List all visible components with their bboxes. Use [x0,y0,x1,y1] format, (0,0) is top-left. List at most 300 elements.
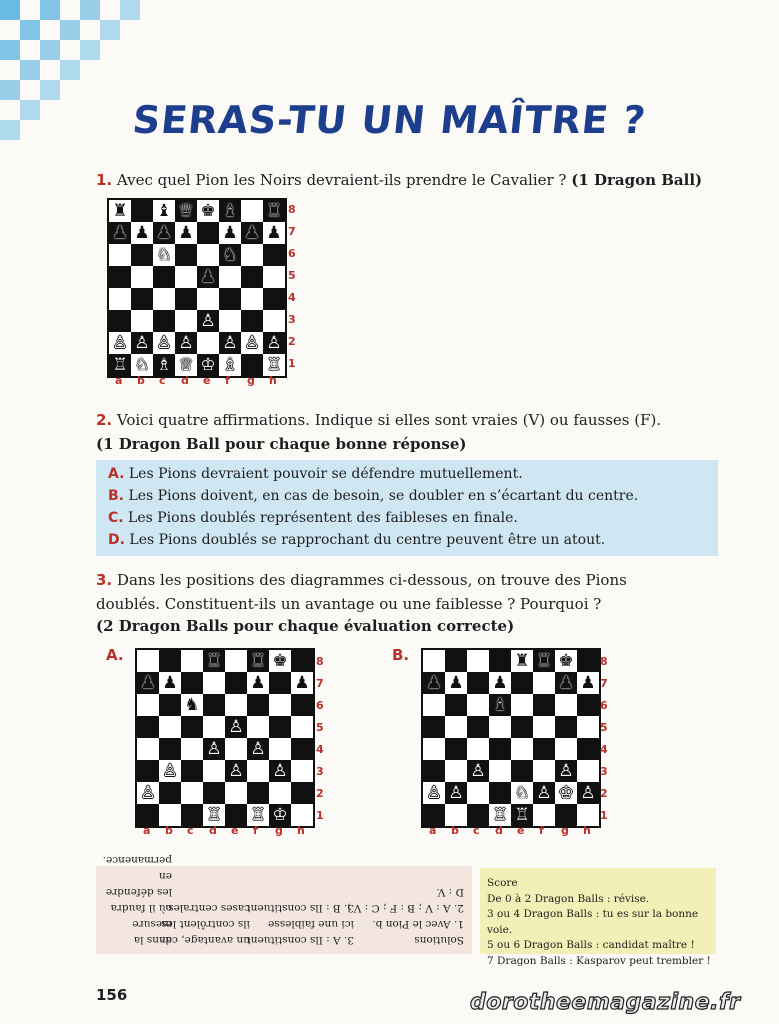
black-pawn-icon: ♟ [140,673,156,693]
board-square [181,738,203,760]
solution-line: Solutions [414,934,464,946]
board-square [269,782,291,804]
board-square [153,288,175,310]
white-pawn-icon: ♙ [200,311,216,331]
white-pawn-icon: ♙ [178,333,194,353]
board-square [197,288,219,310]
black-pawn-icon: ♟ [580,673,596,693]
black-bishop-icon: ♝ [222,201,238,221]
file-label: e [203,374,211,387]
board-square [159,650,181,672]
file-label: g [275,824,283,837]
board-square [175,288,197,310]
rank-label: 5 [316,721,324,734]
board-square [153,310,175,332]
file-label: g [561,824,569,837]
solution-line: cases centrales. [164,902,250,914]
affirmation-a [108,466,523,482]
white-king-icon: ♔ [200,355,216,375]
corner-square [60,60,80,80]
board-square [203,760,225,782]
corner-square [80,40,100,60]
solutions-column-2 [246,900,354,948]
board-square [511,738,533,760]
board-square [219,310,241,332]
board-square [489,738,511,760]
board-square [467,782,489,804]
board-square [555,694,577,716]
file-label: h [269,374,277,387]
white-pawn-icon: ♙ [448,783,464,803]
board-square [241,354,263,376]
board-square [109,244,131,266]
board-square [219,288,241,310]
white-knight-icon: ♘ [156,245,172,265]
board-square [423,694,445,716]
white-pawn-icon: ♙ [426,783,442,803]
black-pawn-icon: ♟ [200,267,216,287]
board-square [511,716,533,738]
white-pawn-icon: ♙ [250,739,266,759]
board-square [241,266,263,288]
solutions-column-4 [96,852,172,948]
rank-label: 1 [288,357,296,370]
board-square [269,738,291,760]
board-square [445,694,467,716]
corner-square [60,20,80,40]
corner-square [120,0,140,20]
black-pawn-icon: ♟ [112,223,128,243]
score-box [480,868,716,967]
white-pawn-icon: ♙ [162,761,178,781]
board-square [269,694,291,716]
white-pawn-icon: ♙ [266,333,282,353]
board-square [241,310,263,332]
black-pawn-icon: ♟ [134,223,150,243]
white-knight-icon: ♘ [514,783,530,803]
board-square [489,760,511,782]
rank-label: 7 [600,677,608,690]
corner-square [0,0,20,20]
white-knight-icon: ♘ [134,355,150,375]
board-square [241,200,263,222]
solution-line: ils contrôlent les [161,918,250,930]
corner-square [0,40,20,60]
affirmations-box [96,460,718,556]
file-label: e [231,824,239,837]
board-square [291,694,313,716]
board-square [423,760,445,782]
rank-label: 4 [288,291,296,304]
file-label: b [451,824,459,837]
score-line: 3 ou 4 Dragon Balls : tu es sur la bonne voie. [487,908,699,936]
affirmation-c [108,510,518,526]
board-square [555,738,577,760]
board-square [241,244,263,266]
rank-label: 8 [288,203,296,216]
board-square [181,716,203,738]
white-pawn-icon: ♙ [558,761,574,781]
black-pawn-icon: ♟ [250,673,266,693]
black-bishop-icon: ♝ [492,695,508,715]
chess-board-b [421,648,601,828]
solution-line: les défendre [105,886,172,898]
board-square [109,288,131,310]
solution-line: en permanence. [102,854,172,882]
black-rook-icon: ♜ [266,201,282,221]
rank-label: 7 [316,677,324,690]
score-line: 5 ou 6 Dragon Balls : candidat maître ! [487,939,695,951]
rank-label: 4 [316,743,324,756]
board-q1-file-labels [109,374,285,388]
score-line: De 0 à 2 Dragon Balls : révise. [487,892,650,905]
board-square [225,738,247,760]
white-pawn-icon: ♙ [140,783,156,803]
board-square [291,804,313,826]
board-square [263,288,285,310]
board-square [181,672,203,694]
solution-line: 1. Avec le Pion b. [372,918,464,930]
board-square [577,694,599,716]
board-square [291,650,313,672]
board-square [533,672,555,694]
board-square [511,694,533,716]
board-square [241,288,263,310]
file-label: e [517,824,525,837]
question-1-text: Avec quel Pion les Noirs devraient-ils prendre le Cavalier ? [116,171,567,189]
board-square [175,266,197,288]
board-square [489,650,511,672]
black-knight-icon: ♞ [222,245,238,265]
board-square [423,804,445,826]
black-pawn-icon: ♟ [222,223,238,243]
affirmation-text: Les Pions doublés représentent des faibleses en finale. [128,510,518,526]
affirmation-letter: B. [108,488,124,504]
black-rook-icon: ♜ [536,651,552,671]
white-pawn-icon: ♙ [112,333,128,353]
file-label: f [253,824,258,837]
corner-square [80,0,100,20]
white-pawn-icon: ♙ [156,333,172,353]
solution-line: dans la mesure [132,918,172,946]
chess-board-a [135,648,315,828]
affirmation-text: Les Pions doivent, en cas de besoin, se doubler en s’écartant du centre. [128,488,639,504]
white-pawn-icon: ♙ [244,333,260,353]
board-square [467,694,489,716]
board-square [109,310,131,332]
affirmation-text: Les Pions doublés se rapprochant du centre peuvent être un atout. [129,532,606,548]
board-square [219,266,241,288]
white-pawn-icon: ♙ [228,761,244,781]
board-square [577,738,599,760]
white-king-icon: ♔ [558,783,574,803]
question-1-number: 1. [96,171,113,189]
board-square [131,310,153,332]
file-label: c [187,824,194,837]
black-rook-icon: ♜ [250,651,266,671]
board-square [247,760,269,782]
solutions-column-3 [161,900,250,948]
rank-label: 6 [288,247,296,260]
board-square [153,266,175,288]
score-heading: Score [487,877,518,889]
black-pawn-icon: ♟ [492,673,508,693]
question-2 [96,408,661,432]
board-square [181,804,203,826]
board-square [203,782,225,804]
board-square [225,694,247,716]
affirmation-letter: D. [108,532,125,548]
board-square [467,650,489,672]
board-square [247,716,269,738]
rank-label: 1 [316,809,324,822]
white-king-icon: ♔ [272,805,288,825]
white-pawn-icon: ♙ [470,761,486,781]
rank-label: 3 [600,765,608,778]
diagram-b-label: B. [392,646,410,664]
board-square [263,266,285,288]
file-label: a [143,824,151,837]
board-square [445,760,467,782]
affirmation-b [108,488,638,504]
corner-square [40,80,60,100]
file-label: a [115,374,123,387]
board-square [577,716,599,738]
file-label: g [247,374,255,387]
board-square [533,716,555,738]
rank-label: 5 [288,269,296,282]
rank-label: 8 [600,655,608,668]
white-pawn-icon: ♙ [222,333,238,353]
white-pawn-icon: ♙ [272,761,288,781]
white-pawn-icon: ♙ [206,739,222,759]
board-square [137,804,159,826]
affirmation-text: Les Pions devraient pouvoir se défendre mutuellement. [128,466,523,482]
solutions-box-upside-down [96,854,472,954]
board-square [109,266,131,288]
rank-label: 2 [600,787,608,800]
black-rook-icon: ♜ [112,201,128,221]
file-label: d [181,374,189,387]
file-label: d [209,824,217,837]
black-pawn-icon: ♟ [244,223,260,243]
white-rook-icon: ♖ [266,355,282,375]
board-square [269,716,291,738]
corner-square [20,60,40,80]
board-square [225,782,247,804]
board-square [159,716,181,738]
corner-square [20,20,40,40]
board-square [197,244,219,266]
black-rook-icon: ♜ [206,651,222,671]
board-a-file-labels [137,824,313,838]
rank-label: 2 [288,335,296,348]
board-square [533,804,555,826]
black-king-icon: ♚ [200,201,216,221]
file-label: c [473,824,480,837]
board-square [247,782,269,804]
white-pawn-icon: ♙ [536,783,552,803]
board-square [225,650,247,672]
board-square [225,804,247,826]
board-a-rank-labels [316,652,328,828]
black-pawn-icon: ♟ [178,223,194,243]
file-label: b [165,824,173,837]
solution-line: un avantage, car [160,934,250,946]
board-square [533,760,555,782]
board-square [423,738,445,760]
score-line: 7 Dragon Balls : Kasparov peut trembler ! [487,954,711,967]
question-3 [96,568,627,592]
board-square [445,716,467,738]
board-square [181,650,203,672]
black-pawn-icon: ♟ [156,223,172,243]
board-square [159,694,181,716]
question-3-text-line1: Dans les positions des diagrammes ci-dessous, on trouve des Pions [116,571,627,589]
board-square [181,782,203,804]
board-square [137,650,159,672]
board-square [269,672,291,694]
board-square [467,804,489,826]
file-label: a [429,824,437,837]
board-square [263,310,285,332]
board-b-rank-labels [600,652,612,828]
black-pawn-icon: ♟ [294,673,310,693]
page-title: SERAS-TU UN MAÎTRE ? [130,98,649,142]
white-rook-icon: ♖ [206,805,222,825]
rank-label: 3 [316,765,324,778]
board-square [445,650,467,672]
board-square [137,738,159,760]
board-square [197,222,219,244]
black-rook-icon: ♜ [514,651,530,671]
question-2-number: 2. [96,411,113,429]
board-square [203,694,225,716]
white-pawn-icon: ♙ [134,333,150,353]
board-square [247,694,269,716]
board-square [131,200,153,222]
chess-board-q1 [107,198,287,378]
board-b-file-labels [423,824,599,838]
board-square [533,738,555,760]
board-square [175,244,197,266]
board-square [203,716,225,738]
solutions-column-1 [347,884,464,948]
affirmation-letter: C. [108,510,124,526]
black-king-icon: ♚ [558,651,574,671]
white-rook-icon: ♖ [250,805,266,825]
file-label: f [539,824,544,837]
board-square [159,782,181,804]
board-square [137,716,159,738]
rank-label: 6 [316,699,324,712]
white-queen-icon: ♕ [178,355,194,375]
question-3-reward: (2 Dragon Balls pour chaque évaluation correcte) [96,617,515,635]
board-square [291,716,313,738]
question-3-number: 3. [96,571,113,589]
board-square [577,760,599,782]
board-square [225,672,247,694]
question-1 [96,168,702,192]
board-square [159,804,181,826]
white-pawn-icon: ♙ [228,717,244,737]
white-rook-icon: ♖ [514,805,530,825]
board-square [175,310,197,332]
rank-label: 6 [600,699,608,712]
board-square [159,738,181,760]
question-3-text-line2: doublés. Constituent-ils un avantage ou une faiblesse ? Pourquoi ? [96,595,602,613]
black-pawn-icon: ♟ [426,673,442,693]
board-square [555,804,577,826]
white-bishop-icon: ♗ [222,355,238,375]
corner-square [40,0,60,20]
file-label: h [297,824,305,837]
board-square [533,694,555,716]
board-square [489,782,511,804]
rank-label: 2 [316,787,324,800]
file-label: f [225,374,230,387]
board-square [577,650,599,672]
solution-line: 3. B : Ils constituent [246,902,354,914]
black-king-icon: ♚ [272,651,288,671]
file-label: c [159,374,166,387]
board-square [467,738,489,760]
board-square [467,672,489,694]
file-label: d [495,824,503,837]
corner-square [100,20,120,40]
rank-label: 5 [600,721,608,734]
page-number: 156 [96,986,128,1004]
solution-line: D : V. [436,886,464,898]
black-pawn-icon: ♟ [558,673,574,693]
board-square [577,804,599,826]
board-square [511,672,533,694]
corner-square [40,40,60,60]
black-queen-icon: ♛ [178,201,194,221]
black-pawn-icon: ♟ [448,673,464,693]
solution-line: ici une faiblesse [268,918,354,930]
watermark-logo: dorotheemagazine.fr [470,990,741,1015]
board-q1-rank-labels [288,200,300,376]
board-square [197,332,219,354]
file-label: h [583,824,591,837]
affirmation-letter: A. [108,466,125,482]
rank-label: 8 [316,655,324,668]
board-square [131,244,153,266]
file-label: b [137,374,145,387]
white-rook-icon: ♖ [112,355,128,375]
black-pawn-icon: ♟ [266,223,282,243]
board-square [263,244,285,266]
solution-line: 2. A : V ; B : F ; C : V ; [346,902,464,914]
affirmation-d [108,532,605,548]
rank-label: 1 [600,809,608,822]
question-1-reward: (1 Dragon Ball) [571,171,703,189]
board-square [489,716,511,738]
white-pawn-icon: ♙ [580,783,596,803]
board-square [131,266,153,288]
board-square [423,716,445,738]
board-square [555,716,577,738]
white-bishop-icon: ♗ [156,355,172,375]
board-square [181,760,203,782]
black-knight-icon: ♞ [184,695,200,715]
black-pawn-icon: ♟ [162,673,178,693]
board-square [291,782,313,804]
board-square [423,650,445,672]
solution-line: où il faudra [110,902,172,914]
corner-square [0,80,20,100]
